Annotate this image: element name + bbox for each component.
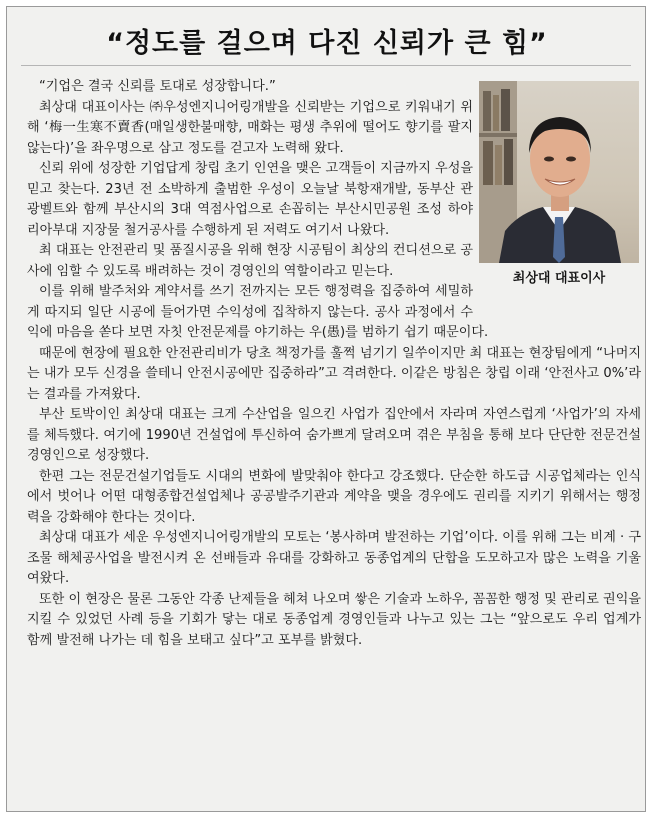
article-paragraph: 최상대 대표가 세운 우성엔지니어링개발의 모토는 ‘봉사하며 발전하는 기업’이다. 이를 위해 그는 비계 · 구조물 해체공사업을 발전시켜 온 선배들과 유대를 강화하고 동종업계의 단합을 도모하고자 많은 노력을 기울여왔다. [27, 530, 641, 586]
article-paragraph: 한편 그는 전문건설기업들도 시대의 변화에 발맞춰야 한다고 강조했다. 단순한 하도급 시공업체라는 인식에서 벗어나 어떤 대형종합건설업체나 공공발주기관과 계약을 맺을 경우에도 권리를 지키기 위해서는 행정력을 강화해야 한다는 것이다. [27, 468, 641, 525]
article-body [27, 77, 641, 651]
photo-space [473, 77, 641, 313]
article-paragraph: 부산 토박이인 최상대 대표는 크게 수산업을 일으킨 사업가 집안에서 자라며 자연스럽게 ‘사업가’의 자세를 체득했다. 여기에 1990년 건설업에 투신하여 숨가쁘게 달려오며 겪은 부침을 통해 보다 단단한 전문건설 경영인으로 성장했다. [27, 407, 641, 463]
article-headline: “정도를 걸으며 다진 신뢰가 큰 힘” [106, 28, 548, 59]
article-paragraph: 또한 이 현장은 물론 그동안 각종 난제들을 헤쳐 나오며 쌓은 기술과 노하우, 꼼꼼한 행정 및 관리로 권익을 지킬 수 있었던 사례 등을 기회가 닿는 대로 동종업계 경영인들과 나누고 있는 그는 “앞으로도 우리 업계가 함께 발전해 나가는 데 힘을 보태고 싶다”고 포부를 밝혔다. [27, 591, 641, 648]
newspaper-clipping [6, 6, 646, 812]
article-paragraph: “기업은 결국 신뢰를 토대로 성장합니다.” [39, 79, 276, 94]
article-paragraph: 때문에 현장에 필요한 안전관리비가 당초 책정가를 훌쩍 넘기기 일쑤이지만 최 대표는 현장팀에게 “나머지는 내가 모두 신경을 쓸테니 안전시공에만 집중하라”고 격려한다. 이같은 방침은 창립 이래 ‘안전사고 0%’라는 결과를 가져왔다. [27, 345, 641, 402]
article-paragraph: 신뢰 위에 성장한 기업답게 창립 초기 인연을 맺은 고객들이 지금까지 우성을 믿고 찾는다. 23년 전 소박하게 출범한 우성이 오늘날 북항재개발, 동부산 관광벨트와 함께 부산시의 3대 역점사업으로 손꼽히는 부산시민공원 조성 하야리아부대 지장물 철거공사를 수행하게 된 저력도 여기서 나왔다. [27, 161, 473, 238]
article-paragraph: 최 대표는 안전관리 및 품질시공을 위해 현장 시공팀이 최상의 컨디션으로 공사에 임할 수 있도록 배려하는 것이 경영인의 역할이라고 믿는다. [27, 243, 473, 279]
headline-divider [21, 65, 631, 66]
article-paragraph: 이를 위해 발주처와 계약서를 쓰기 전까지는 모든 행정력을 집중하여 세밀하게 따지되 일단 시공에 들어가면 수익성에 집착하지 않는다. 공사 과정에서 수익에 마음을 쏟다 보면 자칫 안전문제를 야기하는 우(愚)를 범하기 쉽기 때문이다. [27, 284, 489, 340]
article-paragraph: 최상대 대표이사는 ㈜우성엔지니어링개발을 신뢰받는 기업으로 키워내기 위해 ‘梅一生寒不賣香(매일생한불매향, 매화는 평생 추위에 떨어도 향기를 팔지 않는다)’을 좌우명으로 삼고 정도를 걷고자 노력해 왔다. [27, 99, 473, 156]
photo-caption: 최상대 대표이사 [512, 271, 606, 286]
